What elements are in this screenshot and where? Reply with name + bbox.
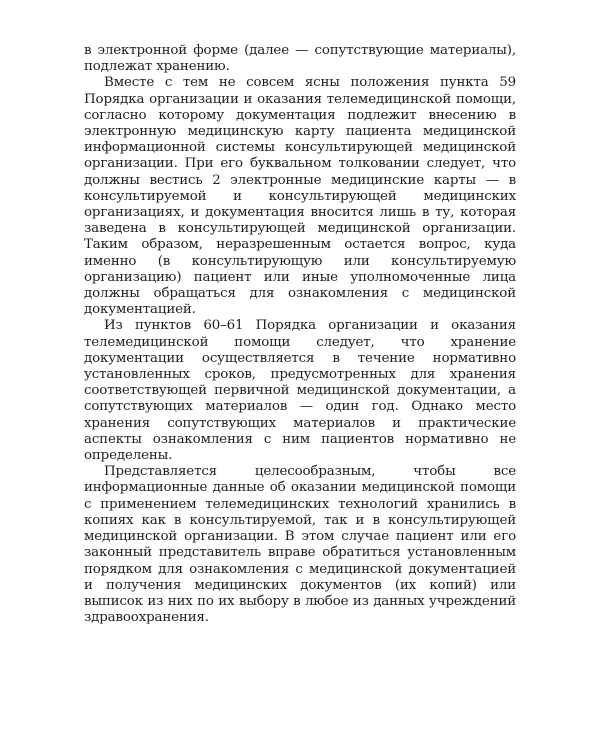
paragraph-continuation: в электронной форме (далее — сопутствующие материалы), подлежат хранению. <box>84 43 516 75</box>
body-text <box>84 43 516 626</box>
paragraph-point-59: Вместе с тем не совсем ясны положения пункта 59 Порядка организации и оказания телемедицинской помощи, согласно которому документация подлежит внесению в электронную медицинскую карту пациента медицинской информационной системы консультирующей медицинской организации. При его буквальном толковании следует, что должны вестись 2 электронные медицинские карты — в консультируемой и консультирующей медицинских организациях, и документация вносится лишь в ту, которая заведена в консультирующей медицинской организации. Таким образом, неразрешенным остается вопрос, куда именно (в консультирующую или консультируемую организацию) пациент или иные уполномоченные лица должны обращаться для ознакомления с медицинской документацией. <box>84 75 516 318</box>
paragraph-points-60-61: Из пунктов 60–61 Порядка организации и оказания телемедицинской помощи следует, что хранение документации осуществляется в течение нормативно установленных сроков, предусмотренных для хранения соответствующей первичной медицинской документации, а сопутствующих материалов — один год. Однако место хранения сопутствующих материалов и практические аспекты ознакомления с ним пациентов нормативно не определены. <box>84 318 516 464</box>
paragraph-recommendation: Представляется целесообразным, чтобы все информационные данные об оказании медицинской помощи с применением телемедицинских технологий хранились в копиях как в консультируемой, так и в консультирующей медицинской организации. В этом случае пациент или его законный представитель вправе обратиться установленным порядком для ознакомления с медицинской документацией и получения медицинских документов (их копий) или выписок из них по их выбору в любое из данных учреждений здравоохранения. <box>84 464 516 626</box>
